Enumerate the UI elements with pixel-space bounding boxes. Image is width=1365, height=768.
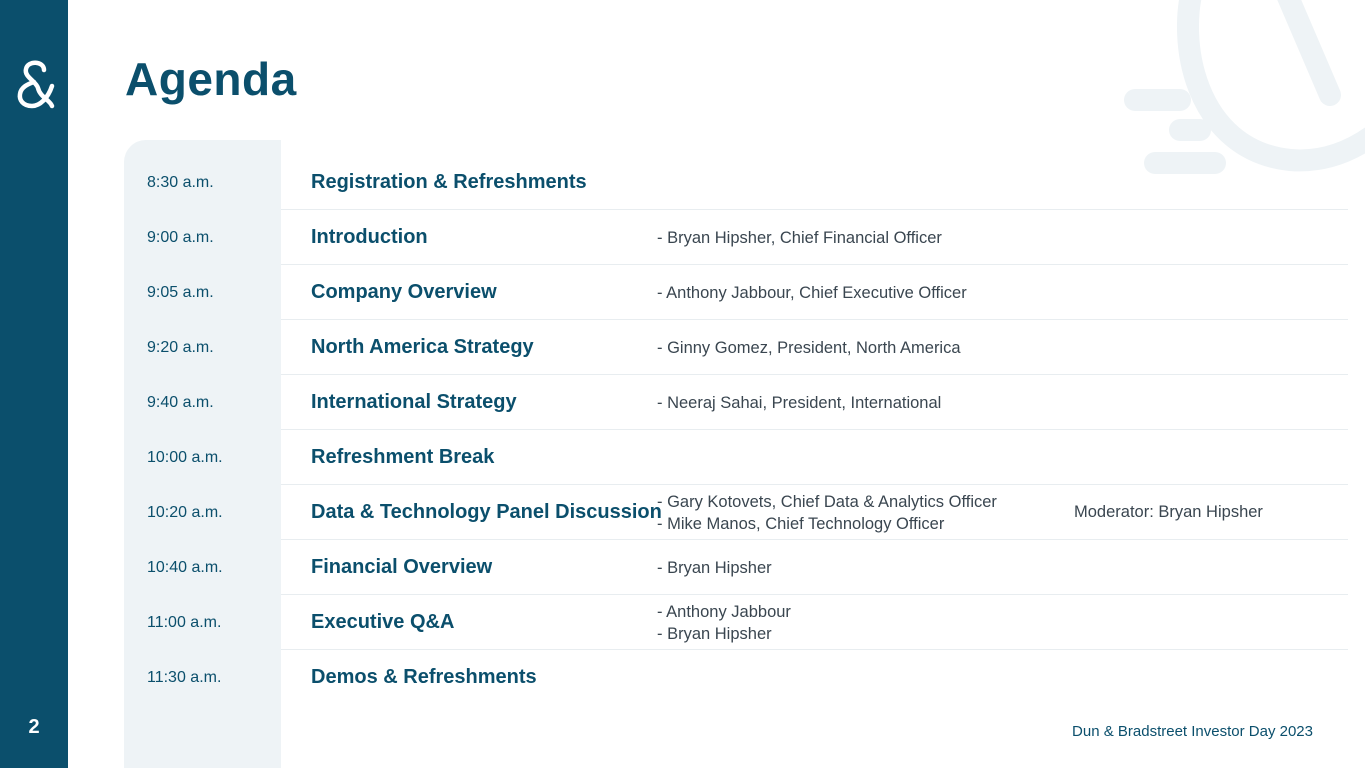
agenda-row xyxy=(124,595,1348,650)
speaker-line: - Neeraj Sahai, President, International xyxy=(657,393,942,412)
agenda-session-title: Data & Technology Panel Discussion xyxy=(311,501,662,523)
agenda-row xyxy=(124,320,1348,375)
speaker-line: - Mike Manos, Chief Technology Officer xyxy=(657,514,945,533)
agenda-row xyxy=(124,210,1348,265)
agenda-row xyxy=(124,430,1348,485)
agenda-row xyxy=(124,485,1348,540)
speaker-line: - Anthony Jabbour, Chief Executive Officer xyxy=(657,283,967,302)
speaker-line: - Gary Kotovets, Chief Data & Analytics Officer xyxy=(657,492,997,511)
agenda-time: 10:20 a.m. xyxy=(147,503,223,521)
page-title: Agenda xyxy=(125,53,297,105)
sidebar xyxy=(0,0,68,768)
agenda-time: 9:40 a.m. xyxy=(147,393,214,411)
agenda-row xyxy=(124,265,1348,320)
agenda-row xyxy=(124,375,1348,430)
agenda-speakers xyxy=(657,392,1074,414)
agenda-row xyxy=(124,540,1348,595)
agenda-session-title: Executive Q&A xyxy=(311,611,455,633)
agenda-time: 9:05 a.m. xyxy=(147,283,214,301)
page-number: 2 xyxy=(28,716,40,738)
agenda-session-title: Registration & Refreshments xyxy=(311,171,587,193)
agenda-time: 10:00 a.m. xyxy=(147,448,223,466)
agenda-time: 9:00 a.m. xyxy=(147,228,214,246)
agenda-time: 8:30 a.m. xyxy=(147,173,214,191)
agenda-speakers xyxy=(657,601,1074,645)
agenda-session-title: Introduction xyxy=(311,226,428,248)
ampersand-logo-icon xyxy=(14,56,56,110)
agenda-session-title: Company Overview xyxy=(311,281,497,303)
agenda-moderator: Moderator: Bryan Hipsher xyxy=(1074,503,1263,521)
speaker-line: - Ginny Gomez, President, North America xyxy=(657,338,961,357)
agenda-speakers xyxy=(657,557,1074,579)
footer-text: Dun & Bradstreet Investor Day 2023 xyxy=(1072,723,1313,740)
agenda-row xyxy=(124,155,1348,210)
agenda-table xyxy=(124,155,1348,705)
agenda-session-title: Demos & Refreshments xyxy=(311,666,537,688)
agenda-speakers xyxy=(657,337,1074,359)
agenda-row xyxy=(124,650,1348,705)
agenda-time: 11:30 a.m. xyxy=(147,668,222,686)
agenda-speakers xyxy=(657,491,1074,535)
agenda-speakers xyxy=(657,282,1074,304)
agenda-time: 10:40 a.m. xyxy=(147,558,223,576)
agenda-speakers xyxy=(657,227,1074,249)
agenda-session-title: Financial Overview xyxy=(311,556,493,578)
agenda-session-title: North America Strategy xyxy=(311,336,534,358)
speaker-line: - Bryan Hipsher, Chief Financial Officer xyxy=(657,228,942,247)
agenda-session-title: International Strategy xyxy=(311,391,517,413)
agenda-time: 11:00 a.m. xyxy=(147,613,222,631)
speaker-line: - Bryan Hipsher xyxy=(657,558,772,577)
speaker-line: - Bryan Hipsher xyxy=(657,624,772,643)
agenda-time: 9:20 a.m. xyxy=(147,338,214,356)
speaker-line: - Anthony Jabbour xyxy=(657,602,791,621)
agenda-session-title: Refreshment Break xyxy=(311,446,495,468)
